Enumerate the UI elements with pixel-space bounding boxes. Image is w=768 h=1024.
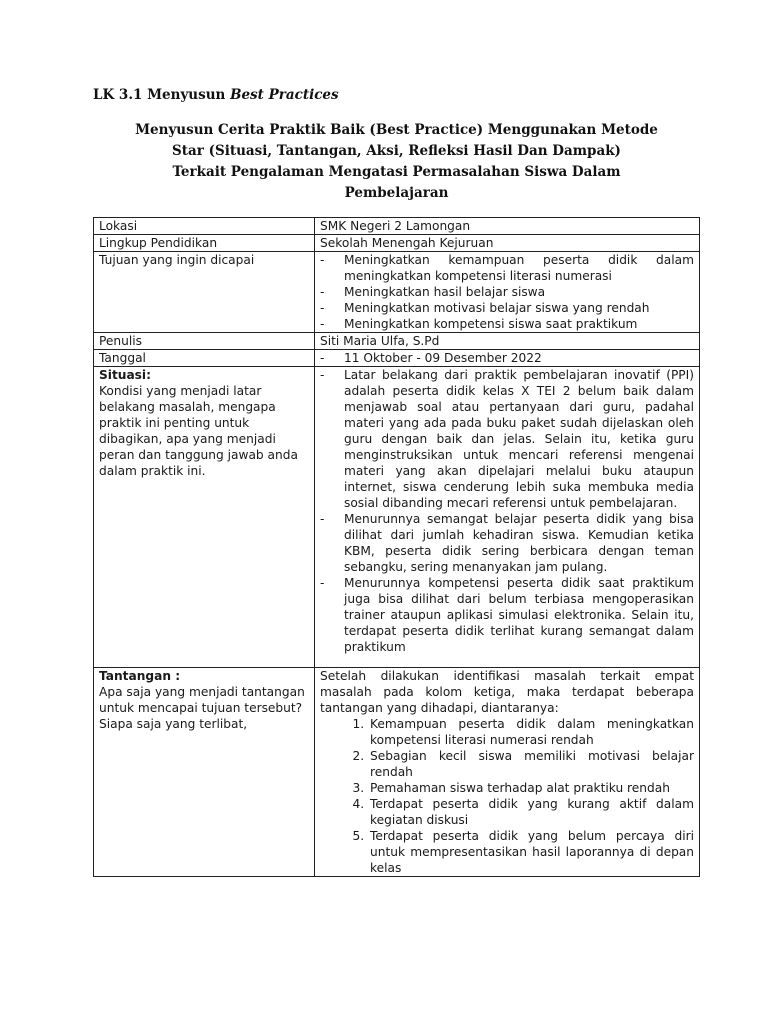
tantangan-label-cell <box>94 668 315 877</box>
title-line-3: Terkait Pengalaman Mengatasi Permasalahan Siswa Dalam <box>172 164 621 180</box>
table-row-lingkup <box>94 235 700 252</box>
penulis-label: Penulis <box>94 333 315 350</box>
tanggal-value: - 11 Oktober - 09 Desember 2022 <box>320 350 694 366</box>
lingkup-value: Sekolah Menengah Kejuruan <box>315 235 700 252</box>
tanggal-list <box>320 350 694 366</box>
table-row-situasi <box>94 367 700 668</box>
tantangan-item: 1. Kemampuan peserta didik dalam meningkatkan kompetensi literasi numerasi rendah <box>368 716 694 748</box>
tujuan-label: Tujuan yang ingin dicapai <box>94 252 315 333</box>
penulis-value: Siti Maria Ulfa, S.Pd <box>315 333 700 350</box>
tujuan-item: - Meningkatkan kompetensi siswa saat praktikum <box>320 316 694 332</box>
table-row-tanggal <box>94 350 700 367</box>
lokasi-value: SMK Negeri 2 Lamongan <box>315 218 700 235</box>
table-row-lokasi <box>94 218 700 235</box>
situasi-label: Situasi: <box>99 368 151 382</box>
tanggal-cell <box>315 350 700 367</box>
title-line-1: Menyusun Cerita Praktik Baik (Best Practice) Menggunakan Metode <box>135 122 658 138</box>
lingkup-label: Lingkup Pendidikan <box>94 235 315 252</box>
tantangan-content-cell <box>315 668 700 877</box>
situasi-list <box>320 367 694 655</box>
lk-heading <box>93 87 339 103</box>
situasi-label-cell <box>94 367 315 668</box>
tantangan-item: 2. Sebagian kecil siswa memiliki motivasi belajar rendah <box>368 748 694 780</box>
title-line-2: Star (Situasi, Tantangan, Aksi, Refleksi Hasil Dan Dampak) <box>172 143 621 159</box>
situasi-item: - Menurunnya semangat belajar peserta didik yang bisa dilihat dari jumlah kehadiran siswa. Kemudian ketika KBM, peserta didik sering berbicara dengan teman sebangku, sering menanyakan jam pulang. <box>320 511 694 575</box>
tantangan-label: Tantangan : <box>99 669 181 683</box>
tujuan-list <box>320 252 694 332</box>
lokasi-label: Lokasi <box>94 218 315 235</box>
situasi-item: - Menurunnya kompetensi peserta didik saat praktikum juga bisa dilihat dari belum terbiasa mengoperasikan trainer ataupun aplikasi simulasi elektronika. Selain itu, terdapat peserta didik terlihat kurang semangat dalam praktikum <box>320 575 694 655</box>
tujuan-item: - Meningkatkan motivasi belajar siswa yang rendah <box>320 300 694 316</box>
tanggal-label: Tanggal <box>94 350 315 367</box>
tujuan-list-cell <box>315 252 700 333</box>
tantangan-intro: Setelah dilakukan identifikasi masalah terkait empat masalah pada kolom ketiga, maka terdapat beberapa tantangan yang dihadapi, diantaranya: <box>320 669 694 715</box>
table-row-penulis <box>94 333 700 350</box>
situasi-item: - Latar belakang dari praktik pembelajaran inovatif (PPI) adalah peserta didik kelas X TEI 2 belum baik dalam menjawab soal atau pertanyaan dari guru, padahal materi yang ada pada buku paket sudah dijelaskan oleh guru dengan baik dan jelas. Selain itu, ketika guru menginstruksikan untuk mencari referensi mengenai materi yang akan dipelajari melalui buku ataupun internet, siswa cenderung lebih suka membuka media sosial dibanding mecari referensi untuk pembelajaran. <box>320 367 694 511</box>
situasi-description: Kondisi yang menjadi latar belakang masalah, mengapa praktik ini penting untuk dibagikan, apa yang menjadi peran dan tanggung jawab anda dalam praktik ini. <box>99 384 298 478</box>
title-line-4: Pembelajaran <box>344 185 449 201</box>
lk-heading-italic: Best Practices <box>230 87 339 103</box>
tantangan-item: 3. Pemahaman siswa terhadap alat praktiku rendah <box>368 780 694 796</box>
lk-heading-prefix: LK 3.1 Menyusun <box>93 87 226 103</box>
table-row-tantangan <box>94 668 700 877</box>
tantangan-item: 4. Terdapat peserta didik yang kurang aktif dalam kegiatan diskusi <box>368 796 694 828</box>
document-title <box>93 120 700 204</box>
situasi-content-cell <box>315 367 700 668</box>
tantangan-list <box>320 716 694 876</box>
tantangan-description: Apa saja yang menjadi tantangan untuk mencapai tujuan tersebut? Siapa saja yang terlibat, <box>99 685 305 731</box>
table-row-tujuan <box>94 252 700 333</box>
tantangan-item: 5. Terdapat peserta didik yang belum percaya diri untuk mempresentasikan hasil laporannya di depan kelas <box>368 828 694 876</box>
tujuan-item: - Meningkatkan kemampuan peserta didik dalam meningkatkan kompetensi literasi numerasi <box>320 252 694 284</box>
tujuan-item: - Meningkatkan hasil belajar siswa <box>320 284 694 300</box>
best-practice-table <box>93 217 700 877</box>
